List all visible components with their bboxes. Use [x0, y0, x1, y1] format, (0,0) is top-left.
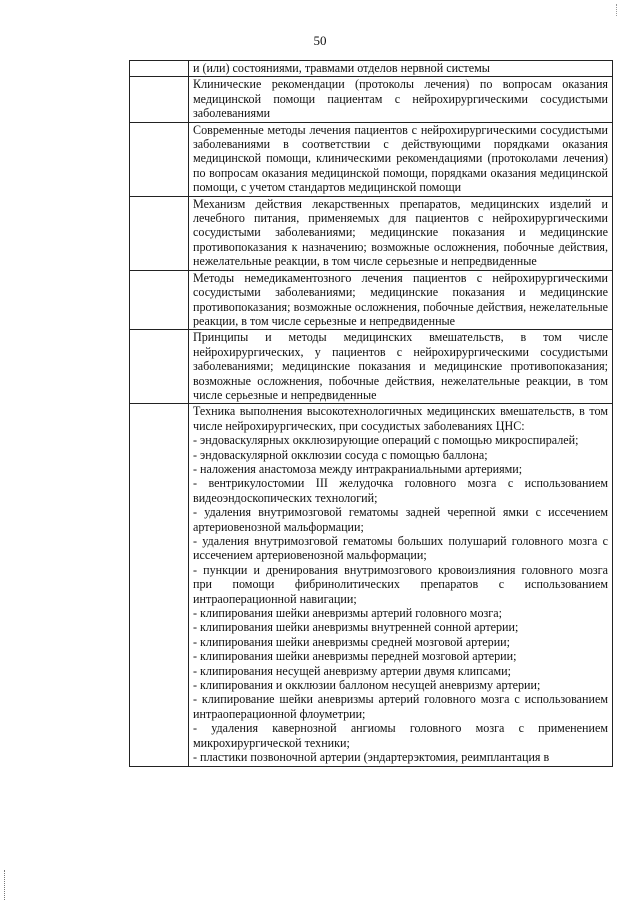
- table-text-cell: [189, 77, 613, 122]
- table-left-cell: [130, 77, 189, 122]
- table-left-cell: [130, 196, 189, 270]
- list-item: - клипирования несущей аневризму артерии двумя клипсами;: [193, 663, 511, 678]
- row-text: Клинические рекомендации (протоколы лечения) по вопросам оказания медицинской помощи пациентам с нейрохирургическими сосудистыми заболеваниями: [193, 77, 608, 121]
- techniques-cell: [189, 404, 613, 766]
- table-text-cell: [189, 196, 613, 270]
- row-text: Механизм действия лекарственных препаратов, медицинских изделий и лечебного питания, применяемых для пациентов с нейрохирургическими сосудистыми заболеваниями; медицинские показания и медицинские противопоказания к назначению; возможные осложнения, побочные действия, нежелательные реакции, в том числе серьезные и непредвиденные: [193, 196, 608, 269]
- table-text-cell: [189, 122, 613, 196]
- table-text-cell: [189, 330, 613, 404]
- row-text: Методы немедикаментозного лечения пациентов с нейрохирургическими сосудистыми заболеваниями; медицинские показания и медицинские противопоказания; возможные осложнения, побочные действия, нежелательные реакции, в том числе серьезные и непредвиденные: [193, 270, 608, 328]
- row-text: Современные методы лечения пациентов с нейрохирургическими сосудистыми заболеваниями в соответствии с действующими порядками оказания медицинской помощи, клиническими рекомендациями (протоколами лечения) по вопросам оказания медицинской помощи, порядками оказания медицинской помощи, с учетом стандартов медицинской помощи: [193, 122, 608, 195]
- table-text-cell: [189, 270, 613, 330]
- table-left-cell: [130, 61, 189, 77]
- row-text: Принципы и методы медицинских вмешательств, в том числе нейрохирургических, у пациентов с нейрохирургическими сосудистыми заболеваниями; медицинские показания и медицинские противопоказания; возможные осложнения, побочные действия, нежелательные реакции, в том числе серьезные и непредвиденные: [193, 330, 608, 402]
- table-row: [130, 122, 613, 196]
- table-row: [130, 61, 613, 77]
- table-row: [130, 196, 613, 270]
- list-item: - эндоваскулярной окклюзии сосуда с помощью баллона;: [193, 447, 488, 462]
- list-item: - клипирования и окклюзии баллоном несущей аневризму артерии;: [193, 678, 541, 693]
- list-item: - пластики позвоночной артерии (эндартерэктомия, реимплантация в: [193, 750, 550, 765]
- row-text: и (или) состояниями, травмами отделов нервной системы: [193, 61, 490, 75]
- list-item: - вентрикулостомии III желудочка головного мозга с использованием видеоэндоскопических технологий;: [193, 476, 608, 505]
- list-item: - клипирования шейки аневризмы артерий головного мозга;: [193, 606, 502, 621]
- table-left-cell: [130, 122, 189, 196]
- scan-edge-mark: [616, 4, 618, 16]
- scan-edge-mark: [4, 870, 9, 900]
- list-item: - удаления кавернозной ангиомы головного мозга с применением микрохирургической техники;: [193, 721, 608, 750]
- list-item: - клипирования шейки аневризмы внутренней сонной артерии;: [193, 620, 519, 635]
- table-row: [130, 330, 613, 404]
- table-row: [130, 270, 613, 330]
- techniques-heading: Техника выполнения высокотехнологичных медицинских вмешательств, в том числе нейрохирургических, при сосудистых заболеваниях ЦНС:: [193, 404, 608, 433]
- table-left-cell: [130, 404, 189, 766]
- list-item: - эндоваскулярных окклюзирующие операций с помощью микроспиралей;: [193, 433, 579, 448]
- table-text-cell: [189, 61, 613, 77]
- list-item: - наложения анастомоза между интракраниальными артериями;: [193, 461, 523, 476]
- table-row: [130, 77, 613, 122]
- list-item: - удаления внутримозговой гематомы задней черепной ямки с иссечением артериовенозной мальформации;: [193, 505, 608, 534]
- list-item: - пункции и дренирования внутримозгового кровоизлияния головного мозга при помощи фибринолитических препаратов с использованием интраоперационной навигации;: [193, 562, 608, 606]
- page-number: 50: [313, 33, 327, 48]
- list-item: - удаления внутримозговой гематомы больших полушарий головного мозга с иссечением артериовенозной мальформации;: [193, 534, 608, 563]
- list-item: - клипирование шейки аневризмы артерий головного мозга с использованием интраоперационной флоуметрии;: [193, 692, 608, 721]
- table-row: [130, 404, 613, 766]
- list-item: - клипирования шейки аневризмы средней мозговой артерии;: [193, 634, 511, 649]
- list-item: - клипирования шейки аневризмы передней мозговой артерии;: [193, 649, 517, 664]
- table-left-cell: [130, 330, 189, 404]
- competency-table: [129, 60, 613, 767]
- table-left-cell: [130, 270, 189, 330]
